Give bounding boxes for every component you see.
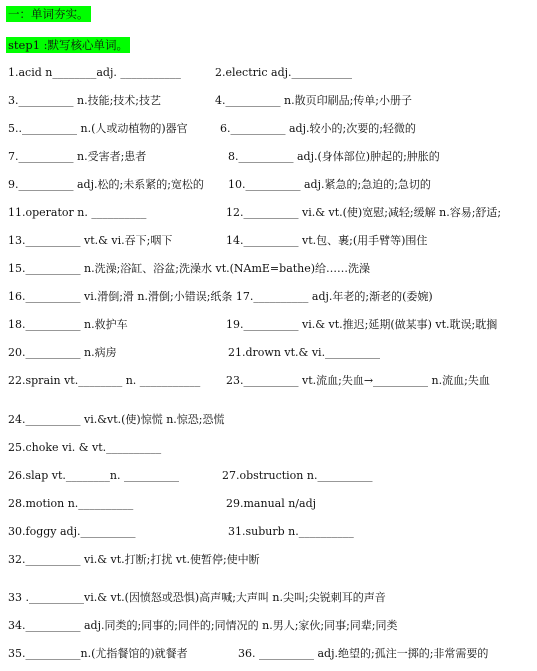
exercise-item: 21.drown vt.& vi.__________ (228, 346, 381, 359)
exercise-item: 31.suburb n.__________ (228, 525, 354, 538)
exercise-item: 27.obstruction n.__________ (222, 469, 373, 482)
exercise-item: 28.motion n.__________ (8, 497, 134, 510)
exercise-item: 35.__________n.(尤指餐馆的)就餐者 (8, 647, 188, 660)
exercise-item: 4.__________ n.散页印刷品;传单;小册子 (215, 94, 412, 107)
exercise-item: 14.__________ vt.包、裹;(用手臂等)围住 (226, 234, 428, 247)
exercise-item: 8.__________ adj.(身体部位)肿起的;肿胀的 (228, 150, 440, 163)
exercise-item: 32.__________ vi.& vt.打断;打扰 vt.使暂停;使中断 (8, 553, 260, 566)
step-title: step1 :默写核心单词。 (8, 38, 129, 52)
section-title: 一：单词夯实。 (8, 7, 89, 21)
exercise-item: 2.electric adj.___________ (215, 66, 353, 79)
exercise-item: 36. __________ adj.绝望的;孤注一掷的;非常需要的 (238, 647, 489, 660)
exercise-item: 10.__________ adj.紧急的;急迫的;急切的 (228, 178, 431, 191)
exercise-item: 6.__________ adj.较小的;次要的;轻微的 (220, 122, 416, 135)
exercise-item: 26.slap vt.________n. __________ (8, 469, 179, 482)
exercise-item: 13.__________ vt.& vi.吞下;咽下 (8, 234, 173, 247)
exercise-item: 25.choke vi. & vt.__________ (8, 441, 162, 454)
exercise-item: 3.__________ n.技能;技术;技艺 (8, 94, 161, 107)
exercise-item: 33 .__________vi.& vt.(因愤怒或恐惧)高声喊;大声叫 n.尖叫;尖锐刺耳的声音 (8, 591, 386, 604)
exercise-item: 12.__________ vi.& vt.(使)宽慰;减轻;缓解 n.容易;舒适; (226, 206, 502, 219)
exercise-item: 15.__________ n.洗澡;浴缸、浴盆;洗澡水 vt.(NAmE=bathe)给……洗澡 (8, 262, 371, 275)
exercise-item: 34.__________ adj.同类的;同事的;同伴的;同情况的 n.男人;家伙;同事;同辈;同类 (8, 619, 398, 632)
exercise-item: 9.__________ adj.松的;未系紧的;宽松的 (8, 178, 204, 191)
exercise-item: 24.__________ vi.&vt.(使)惊慌 n.惊恐;恐慌 (8, 413, 225, 426)
exercise-item: 7.__________ n.受害者;患者 (8, 150, 147, 163)
exercise-item: 19.__________ vi.& vt.推迟;延期(做某事) vt.耽误;耽搁 (226, 318, 498, 331)
exercise-item: 29.manual n/adj (226, 497, 317, 510)
exercise-item: 30.foggy adj.__________ (8, 525, 136, 538)
exercise-item: 16.__________ vi.滑倒;滑 n.滑倒;小错误;纸条 17.__________ adj.年老的;渐老的(委婉) (8, 290, 433, 303)
exercise-item: 5..__________ n.(人或动植物的)器官 (8, 122, 188, 135)
exercise-item: 18.__________ n.救护车 (8, 318, 128, 331)
exercise-item: 11.operator n. __________ (8, 206, 147, 219)
exercise-item: 22.sprain vt.________ n. ___________ (8, 374, 201, 387)
exercise-item: 1.acid n________adj. ___________ (8, 66, 181, 79)
exercise-item: 23.__________ vt.流血;失血→__________ n.流血;失血 (226, 374, 490, 387)
exercise-item: 20.__________ n.病房 (8, 346, 117, 359)
